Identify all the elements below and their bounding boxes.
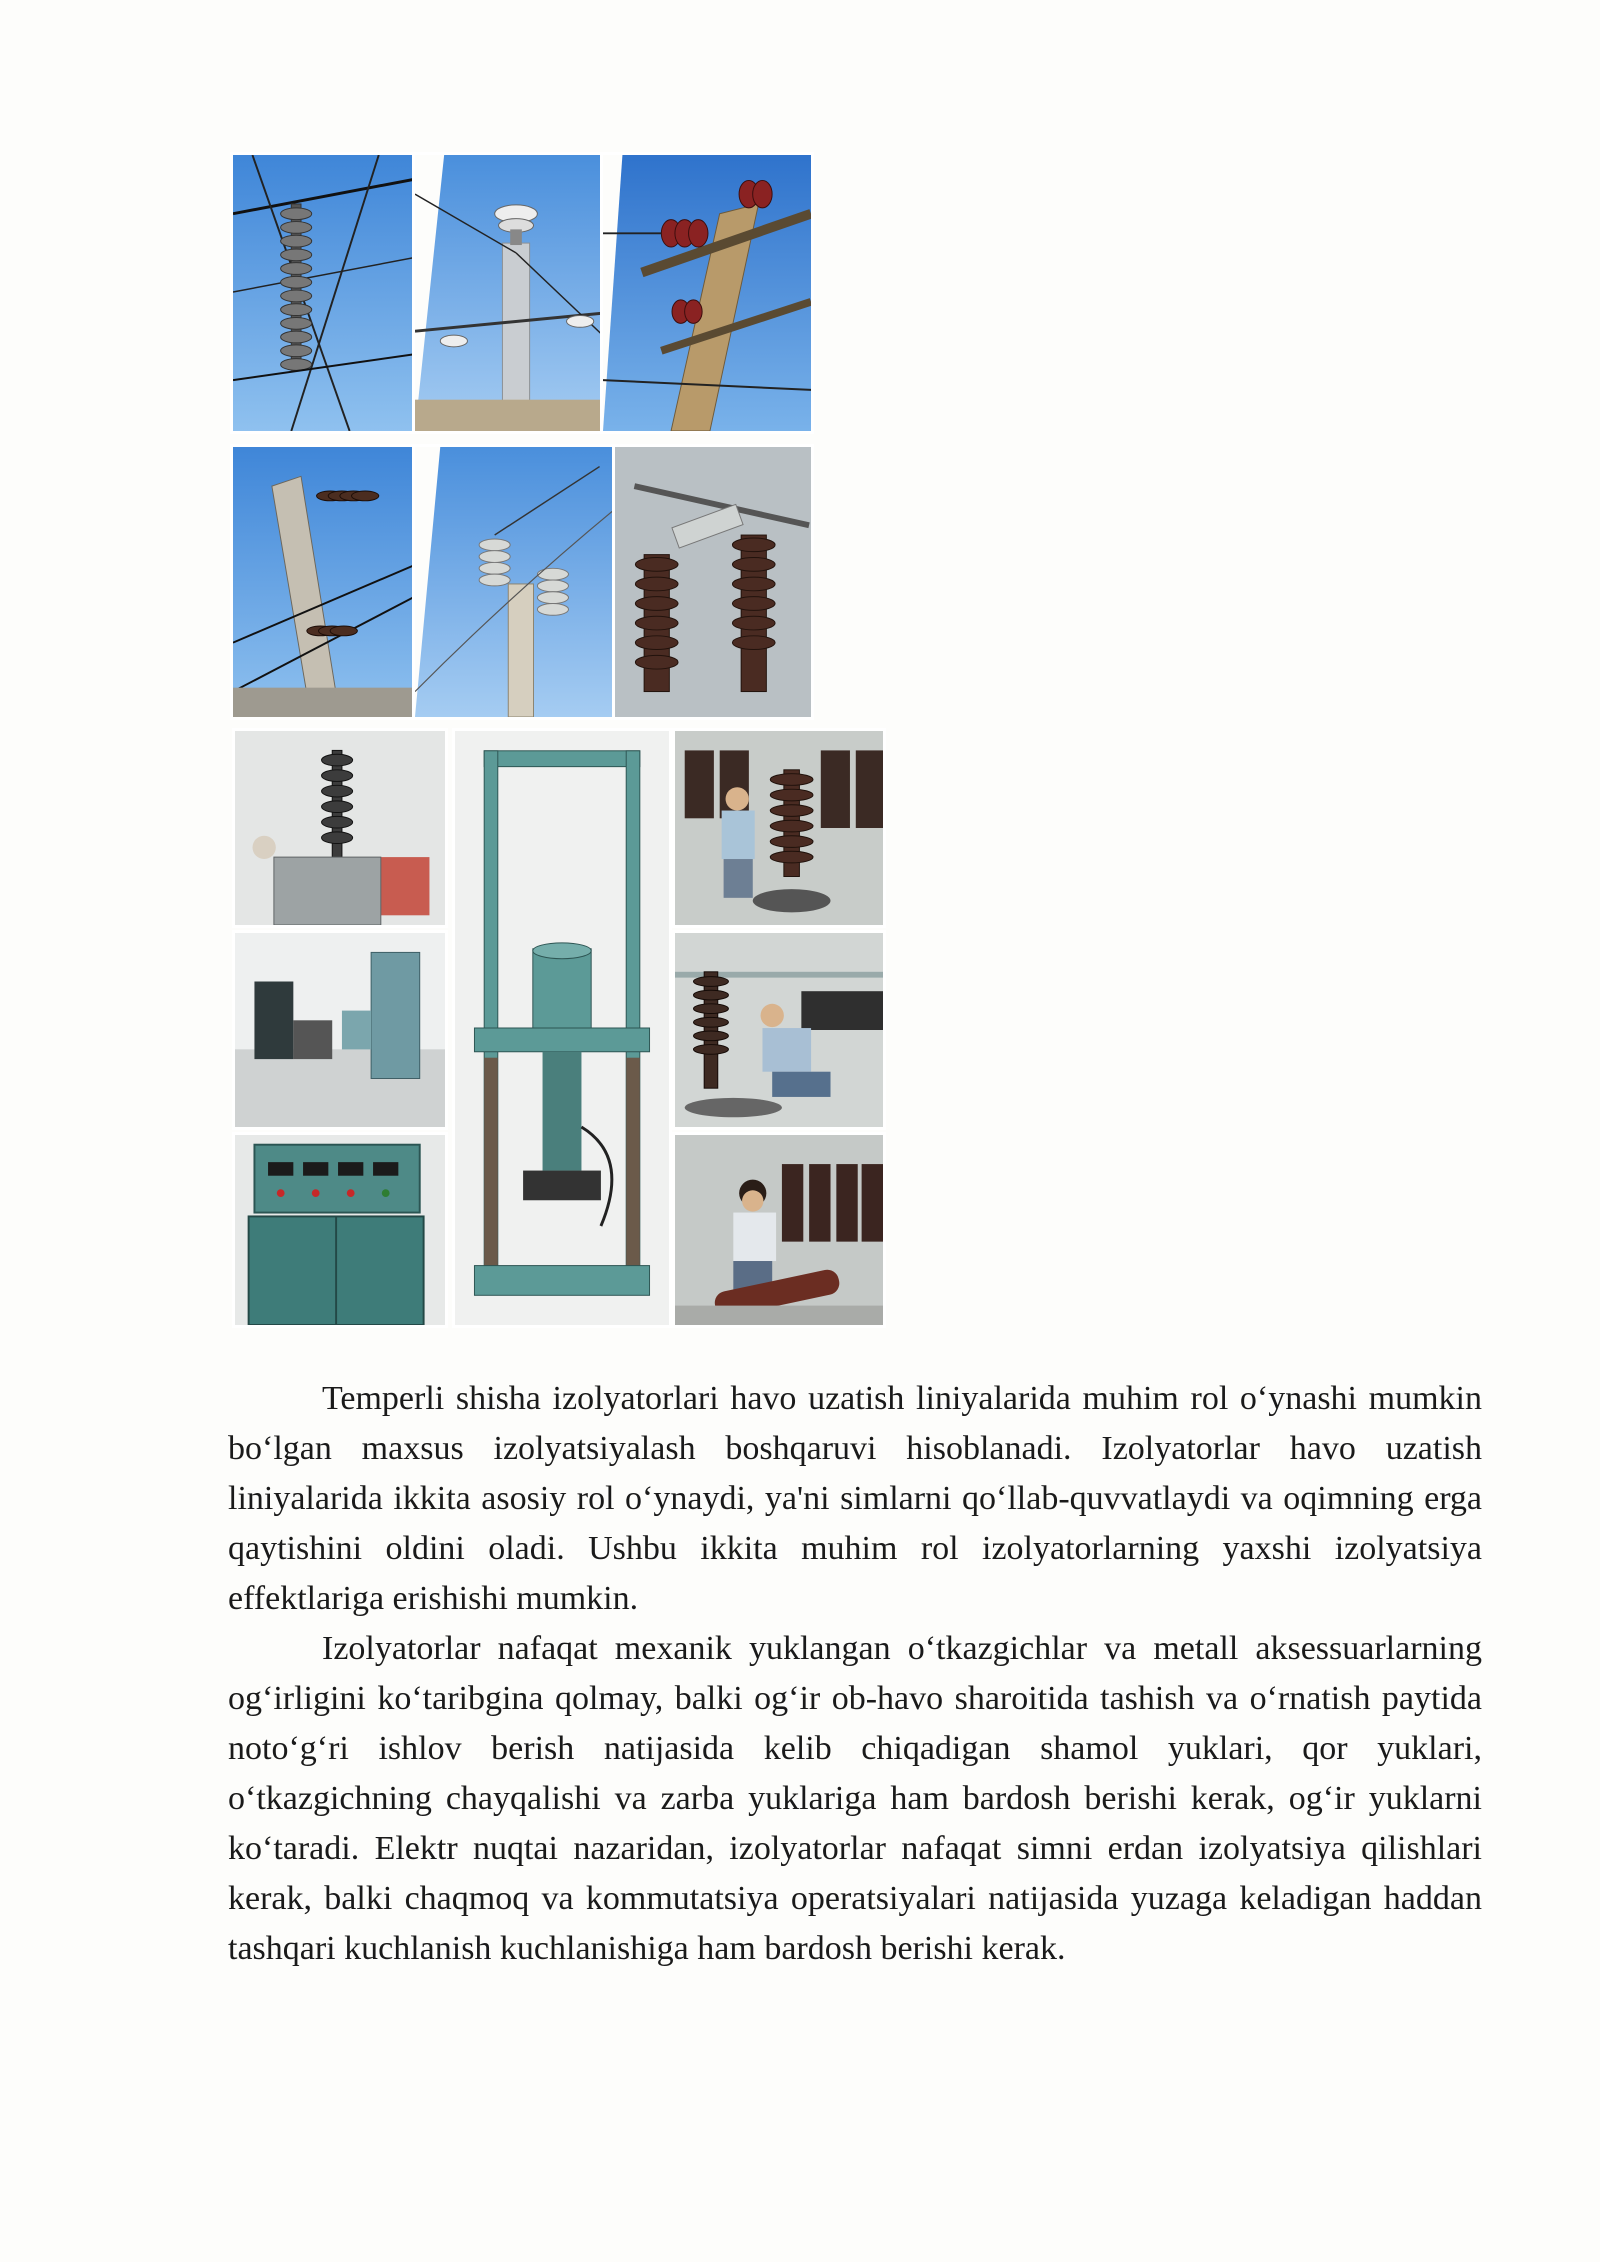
paragraph: Temperli shisha izolyatorlari havo uzatish liniyalarida muhim rol o‘ynashi mumkin bo‘lgan maxsus izolyatsiyalash boshqaruvi hisoblanadi. Izolyatorlar havo uzatish liniyalarida ikkita asosiy rol o‘ynaydi, ya'ni simlarni qo‘llab-quvvatlaydi va oqimning erga qaytishini oldini oladi. Ushbu ikkita muhim rol izolyatorlarning yaxshi izolyatsiya effektlariga erishishi mumkin. (228, 1380, 1482, 1617)
photo-insulator-workshop-worker (672, 728, 886, 928)
photo-testing-hall-equipment (232, 930, 448, 1130)
photo-insulator-test-tank (232, 728, 448, 928)
photo-worker-checking-insulator (672, 930, 886, 1130)
photo-brown-insulators-substation (612, 444, 814, 720)
photo-pin-insulators-on-pole (412, 152, 622, 434)
photo-insulator-string-on-pylon (230, 152, 442, 434)
photo-red-insulators-on-crossarm (600, 152, 814, 434)
photo-worker-handling-insulator-rod (672, 1132, 886, 1328)
photo-control-console (232, 1132, 448, 1328)
body-text (228, 1374, 1482, 1974)
photo-insulator-and-cutout-on-pole (412, 444, 622, 720)
photo-tensile-testing-machine (452, 728, 672, 1328)
paragraph: Izolyatorlar nafaqat mexanik yuklangan o‘tkazgichlar va metall aksessuarlarning og‘irligini ko‘taribgina qolmay, balki og‘ir ob-havo sharoitida tashish va o‘rnatish paytida noto‘g‘ri ishlov berish natijasida kelib chiqadigan shamol yuklari, qor yuklari, o‘tkazgichning chayqalishi va zarba yuklariga ham bardosh berishi kerak, og‘ir yuklarni ko‘taradi. Elektr nuqtai nazaridan, izolyatorlar nafaqat simni erdan izolyatsiya qilishlari kerak, balki chaqmoq va kommutatsiya operatsiyalari natijasida yuzaga keladigan haddan tashqari kuchlanish kuchlanishiga ham bardosh berishi kerak. (228, 1630, 1482, 1967)
photo-suspension-insulators-on-tower (230, 444, 442, 720)
